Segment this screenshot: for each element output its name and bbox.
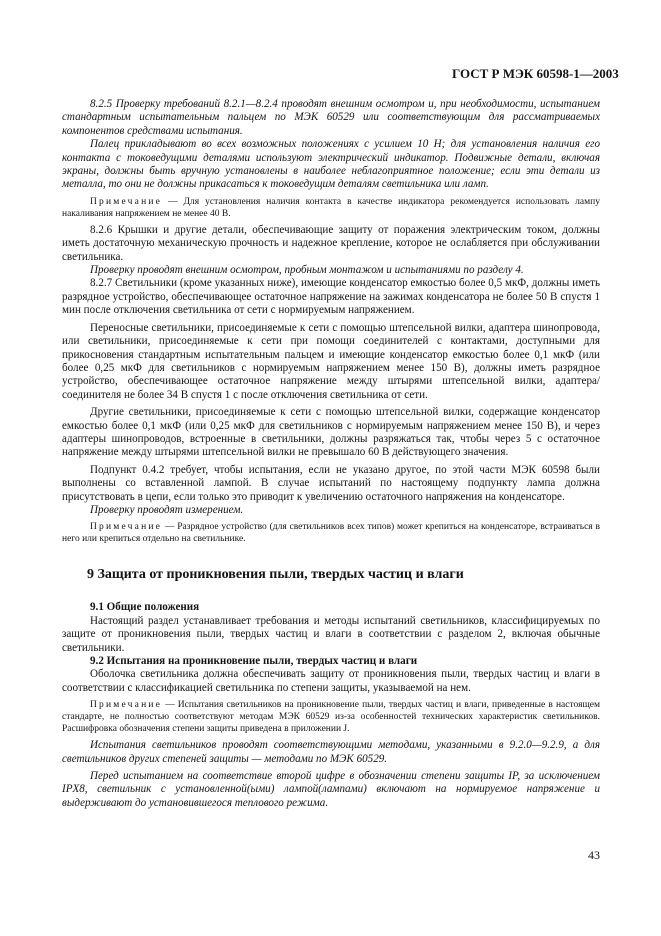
subsection-9-2-text: Оболочка светильника должна обеспечивать защиту от проникновения пыли, твердых частиц и влаги в соответствии с классификацией светильника по степени защиты, указываемой на нем. [62,668,600,694]
subsection-9-1-heading: 9.1 Общие положения [90,601,200,614]
note-2-text: — Разрядное устройство (для светильников всех типов) может крепиться на конденсаторе, встраиваться в него или крепиться отдельно на светильнике. [62,522,600,545]
note-2 [62,521,600,545]
note-3-text: — Испытания светильников на проникновение пыли, твердых частиц и влаги, приведенные в настоящем стандарте, не полностью соответствуют методам МЭК 60529 из-за особенностей технических характеристик светильников. Расшифровка обозначения степени защиты приведена в приложении J. [62,700,600,735]
note-1-text: — Для установления наличия контакта в качестве индикатора рекомендуется использовать лампу накаливания напряжением не менее 40 В. [62,196,600,219]
page-number: 43 [588,848,600,862]
measurement-check: Проверку проводят измерением. [90,503,244,516]
note-3-label: Примечание [90,700,163,711]
subsection-9-2-heading: 9.2 Испытания на проникновение пыли, твердых частиц и влаги [90,655,418,667]
standard-id-header: ГОСТ Р МЭК 60598-1—2003 [452,66,619,81]
section-9-heading: 9 Защита от проникновения пыли, твердых частиц и влаги [87,567,464,583]
clause-8-2-7: 8.2.7 Светильники (кроме указанных ниже), имеющие конденсатор емкостью более 0,5 мкФ, должны иметь разрядное устройство, обеспечивающее остаточное напряжение на зажимах конденсатора не более 50 В спустя 1 мин после отключения светильника от сети с нормируемым напряжением. [62,277,600,317]
other-luminaires-paragraph: Другие светильники, присоединяемые к сети с помощью штепсельной вилки, содержащие конденсатор емкостью более 0,1 мкФ (или 0,25 мкФ для светильников с нормируемым напряжением менее 150 В), и через адаптеры шинопроводов, встроенные в светильники, должны разряжаться так, чтобы через 5 с остаточное напряжение между штырями штепсельной вилки не превышало 60 В действующего значения. [62,406,600,459]
note-1-label: Примечание [90,196,163,207]
page-content [62,98,600,810]
subclause-paragraph: Подпункт 0.4.2 требует, чтобы испытания, если не указано другое, по этой части МЭК 60598 были выполнены со вставленной лампой. В случае испытаний по настоящему подпункту лампа должна присутствовать в цепи, если только это приводит к увеличению остаточного напряжения на конденсаторе. [62,463,600,503]
note-2-label: Примечание [90,522,163,533]
clause-8-2-6-check: Проверку проводят внешним осмотром, пробным монтажом и испытаниями по разделу 4. [90,264,524,277]
before-test-paragraph: Перед испытанием на соответствие второй цифре в обозначении степени защиты IP, за исключением IPX8, светильник с установленной(ыми) лампой(лампами) включают на нормируемое напряжение и выдерживают до установившегося теплового режима. [62,770,600,809]
finger-test-paragraph: Палец прикладывают во всех возможных положениях с усилием 10 Н; для установления наличия его контакта с токоведущими деталями используют электрический индикатор. Подвижные детали, включая экраны, должны быть вручную установлены в наиболее неблагоприятное положение; если эти детали из металла, то они не должны прикасаться к токоведущим деталям светильника или ламп. [62,138,600,191]
clause-8-2-5: 8.2.5 Проверку требований 8.2.1—8.2.4 проводят внешним осмотром и, при необходимости, испытанием стандартным испытательным пальцем по МЭК 60529 или соответствующим для рассматриваемых компонентов средствами испытания. [62,98,600,137]
clause-8-2-6: 8.2.6 Крышки и другие детали, обеспечивающие защиту от поражения электрическим током, должны иметь достаточную механическую прочность и надежное крепление, которое не ослабляется при обслуживании светильника. [62,223,600,263]
tests-methods-paragraph: Испытания светильников проводят соответствующими методами, указанными в 9.2.0—9.2.9, а для светильников других степеней защиты — методами по МЭК 60529. [62,739,600,765]
note-1 [62,196,600,220]
note-3 [62,699,600,735]
subsection-9-1-text: Настоящий раздел устанавливает требования и методы испытаний светильников, классифицируемых по защите от проникновения пыли, твердых частиц и влаги в соответствии с разделом 2, включая обычные светильники. [62,614,600,654]
portable-luminaires-paragraph: Переносные светильники, присоединяемые к сети с помощью штепсельной вилки, адаптера шинопровода, или светильники, присоединяемые к сети при помощи соединителей с контактами, доступными для прикосновения стандартным испытательным пальцем и имеющие конденсатор емкостью более 0,1 мкФ (или более 0,25 мкФ для светильников с нормируемым напряжением менее 150 В), должны иметь разрядное устройство, обеспечивающее остаточное напряжение между штырями штепсельной вилки, адаптера/соединителя не более 34 В спустя 1 с после отключения светильника от сети. [62,321,600,401]
